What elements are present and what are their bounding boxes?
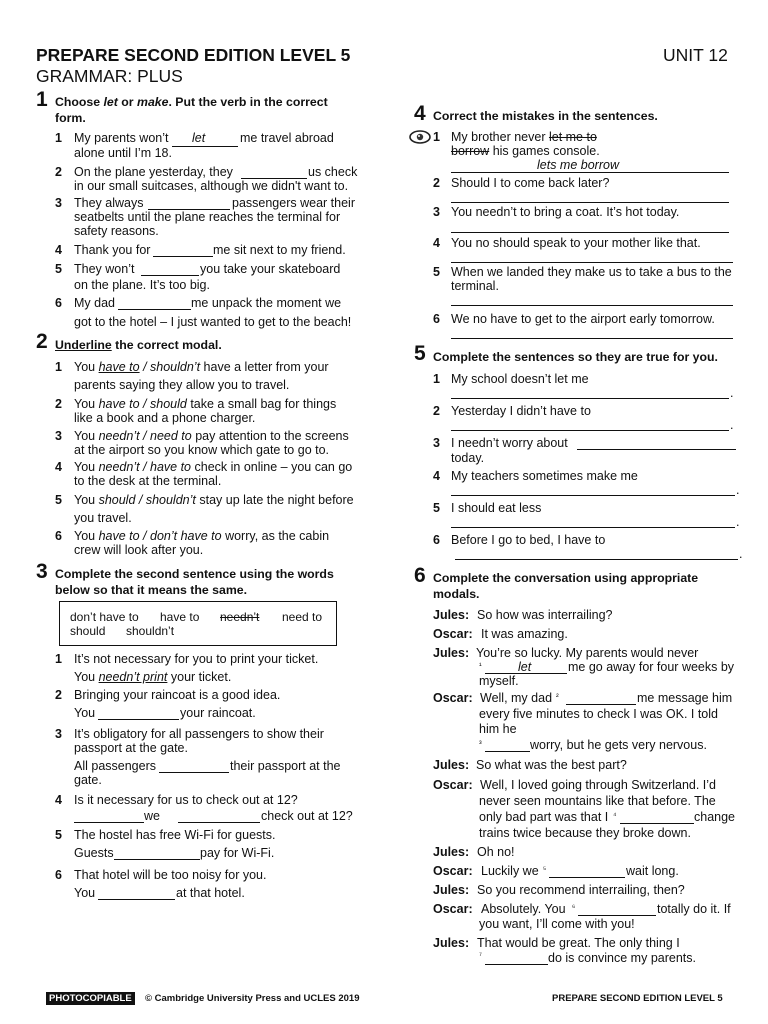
ex4-answer-line[interactable]	[451, 338, 733, 339]
ex3-item-text: your raincoat.	[180, 706, 256, 720]
ex1-item-number: 2	[55, 165, 62, 179]
ex1-item-text: passengers wear their	[232, 196, 355, 210]
ex5-item-number: 2	[433, 404, 440, 418]
ex5-item-text: Before I go to bed, I have to	[451, 533, 606, 547]
ex4-answer-line[interactable]	[451, 232, 729, 233]
speaker-label: Jules:	[433, 936, 470, 950]
ex1-item-number: 4	[55, 243, 62, 257]
ex4-item-text: When we landed they make us to take a bus to the	[451, 265, 732, 279]
ex2-item-number: 6	[55, 529, 62, 543]
ex3-item-text: You needn’t print your ticket.	[74, 670, 232, 684]
ex4-item-text: borrow his games console.	[451, 144, 600, 158]
ex2-item-text: You have to / shouldn’t have a letter from your	[74, 360, 329, 374]
dialogue-blank[interactable]	[485, 751, 530, 752]
ex5-item-number: 1	[433, 372, 440, 386]
ex4-answer-line[interactable]	[451, 262, 733, 263]
word-box-item: should	[70, 624, 106, 638]
ex4-item-text: You no should speak to your mother like that.	[451, 236, 701, 250]
blank-number: ³	[479, 739, 482, 748]
ex1-item-text: On the plane yesterday, they	[74, 165, 233, 179]
ex1-item-text: My parents won’t	[74, 131, 169, 145]
dialogue-text: Luckily we	[481, 864, 539, 878]
ex1-item-text: My dad	[74, 296, 115, 310]
ex1-blank[interactable]	[118, 309, 191, 310]
dialogue-blank[interactable]	[485, 964, 548, 965]
ex3-item-number: 6	[55, 868, 62, 882]
ex1-item-text: Thank you for	[74, 243, 151, 257]
speaker-label: Jules:	[433, 883, 470, 897]
ex5-answer-line[interactable]	[451, 430, 729, 431]
ex2-item-number: 3	[55, 429, 62, 443]
ex5-answer-line[interactable]	[451, 398, 729, 399]
ex3-item-text: It’s obligatory for all passengers to show their	[74, 727, 324, 741]
ex2-item-text: you travel.	[74, 511, 132, 525]
dialogue-text: So how was interrailing?	[477, 608, 613, 622]
ex3-item-text: at that hotel.	[176, 886, 245, 900]
example-eye-icon	[409, 130, 431, 144]
ex1-item-number: 3	[55, 196, 62, 210]
word-box-item: don’t have to	[70, 610, 139, 624]
page-title: PREPARE SECOND EDITION LEVEL 5	[36, 45, 351, 65]
ex4-answer-line[interactable]	[451, 305, 733, 306]
ex5-item-text: My school doesn’t let me	[451, 372, 589, 386]
ex5-period: .	[730, 418, 734, 432]
speaker-label: Oscar:	[433, 627, 473, 641]
speaker-label: Jules:	[433, 845, 470, 859]
dialogue-text: Well, I loved going through Switzerland. I’d	[480, 778, 717, 792]
dialogue-text: trains twice because they broke down.	[479, 826, 691, 840]
dialogue-text: worry, but he gets very nervous.	[530, 738, 707, 752]
dialogue-text: do is convince my parents.	[548, 951, 696, 965]
dialogue-text: change	[694, 810, 736, 824]
blank-number: ¹	[479, 661, 482, 670]
speaker-label: Jules:	[433, 646, 470, 660]
ex4-number: 4	[414, 102, 426, 125]
ex5-period: .	[730, 386, 734, 400]
word-box-item: needn’t	[220, 610, 260, 624]
ex2-item-text: at the airport so you know which gate to go to.	[74, 443, 330, 457]
ex1-item-text: me sit next to my friend.	[213, 243, 346, 257]
speaker-label: Oscar:	[433, 902, 473, 916]
ex5-item-text: My teachers sometimes make me	[451, 469, 638, 483]
ex4-answer-line[interactable]	[451, 202, 729, 203]
dialogue-text: It was amazing.	[481, 627, 568, 641]
dialogue-text: him he	[479, 722, 517, 736]
ex4-item-number: 3	[433, 205, 440, 219]
ex2-item-text: You needn’t / have to check in online – you can go	[74, 460, 353, 474]
ex5-instruction: Complete the sentences so they are true for you.	[433, 350, 718, 364]
speaker-label: Oscar:	[433, 778, 473, 792]
dialogue-text: So you recommend interrailing, then?	[477, 883, 685, 897]
ex1-item-text: in our small suitcases, although we didn't want to.	[74, 179, 349, 193]
ex5-item-number: 4	[433, 469, 440, 483]
dialogue-text: That would be great. The only thing I	[477, 936, 680, 950]
ex1-item-text: me travel abroad	[240, 131, 334, 145]
ex1-item-text: They always	[74, 196, 144, 210]
footer-title: PREPARE SECOND EDITION LEVEL 5	[552, 993, 723, 1004]
blank-number: ⁵	[543, 865, 547, 874]
ex5-item-text: today.	[451, 451, 485, 465]
ex5-answer-line[interactable]	[455, 559, 738, 560]
ex3-item-number: 5	[55, 828, 62, 842]
ex1-item-text: me unpack the moment we	[191, 296, 342, 310]
ex1-item-text: seatbelts until the plane reaches the terminal for	[74, 210, 341, 224]
blank-number: ⁴	[613, 811, 617, 820]
dialogue-text: So what was the best part?	[476, 758, 627, 772]
ex3-item-text: passport at the gate.	[74, 741, 188, 755]
dialogue-text: every five minutes to check I was OK. I told	[479, 707, 718, 721]
ex1-item-text: got to the hotel – I just wanted to get to the beach!	[74, 315, 352, 329]
ex5-period: .	[736, 483, 740, 497]
ex1-instruction: Choose let or make. Put the verb in the correct	[55, 95, 328, 109]
ex2-item-text: parents saying they allow you to travel.	[74, 378, 290, 392]
ex3-item-text: You	[74, 886, 96, 900]
dialogue-text: me message him	[637, 691, 733, 705]
ex4-item-text: My brother never let me to	[451, 130, 597, 144]
ex5-period: .	[736, 515, 740, 529]
ex5-item-number: 6	[433, 533, 440, 547]
word-box-item: need to	[282, 610, 323, 624]
dialogue-blank[interactable]	[578, 915, 656, 916]
dialogue-blank[interactable]	[549, 877, 625, 878]
blank-number: ²	[556, 692, 559, 701]
ex3-item-number: 3	[55, 727, 62, 741]
dialogue-text: you want, I’ll come with you!	[479, 917, 635, 931]
ex1-item-number: 1	[55, 131, 62, 145]
ex4-item-number: 4	[433, 236, 440, 250]
ex1-item-answer: let	[192, 131, 206, 145]
ex3-item-text: That hotel will be too noisy for you.	[74, 868, 267, 882]
ex4-item-text: You needn’t to bring a coat. It’s hot today.	[451, 205, 680, 219]
speaker-label: Oscar:	[433, 864, 473, 878]
ex4-instruction: Correct the mistakes in the sentences.	[433, 109, 658, 123]
ex5-number: 5	[414, 342, 426, 365]
ex2-item-text: You have to / should take a small bag for things	[74, 397, 337, 411]
ex3-item-text: The hostel has free Wi-Fi for guests.	[74, 828, 276, 842]
speaker-label: Oscar:	[433, 691, 473, 705]
ex3-item-text: we	[144, 809, 160, 823]
ex2-item-number: 2	[55, 397, 62, 411]
ex1-blank[interactable]	[141, 275, 199, 276]
ex4-item-text: We no have to get to the airport early tomorrow.	[451, 312, 715, 326]
ex5-item-number: 5	[433, 501, 440, 515]
dialogue-text: only bad part was that I	[479, 810, 609, 824]
unit-label: UNIT 12	[663, 45, 728, 65]
ex1-number: 1	[36, 88, 48, 111]
ex5-item-number: 3	[433, 436, 440, 450]
ex2-item-text: to the desk at the terminal.	[74, 474, 222, 488]
dialogue-text: totally do it. If	[657, 902, 731, 916]
ex1-item-number: 5	[55, 262, 62, 276]
photocopiable-badge: PHOTOCOPIABLE	[46, 992, 135, 1005]
dialogue-text: You’re so lucky. My parents would never	[476, 646, 699, 660]
ex6-number: 6	[414, 564, 426, 587]
ex1-item-text: us check	[308, 165, 358, 179]
ex3-blank[interactable]	[98, 899, 175, 900]
ex5-answer-line[interactable]	[451, 527, 735, 528]
dialogue-text: never seen mountains like that before. The	[479, 794, 716, 808]
ex2-number: 2	[36, 330, 48, 353]
dialogue-text: Well, my dad	[480, 691, 553, 705]
ex3-number: 3	[36, 560, 48, 583]
ex3-item-text: Is it necessary for us to check out at 12?	[74, 793, 298, 807]
ex4-item-answer: lets me borrow	[537, 158, 619, 172]
ex5-item-text: Yesterday I didn’t have to	[451, 404, 591, 418]
ex2-item-number: 1	[55, 360, 62, 374]
ex5-answer-line[interactable]	[451, 495, 735, 496]
ex3-instruction: Complete the second sentence using the words	[55, 567, 334, 581]
word-box-item: shouldn’t	[126, 624, 175, 638]
ex3-item-text: their passport at the	[230, 759, 341, 773]
ex3-item-text: pay for Wi-Fi.	[200, 846, 275, 860]
dialogue-text: wait long.	[626, 864, 679, 878]
dialogue-text: myself.	[479, 674, 519, 688]
dialogue-text: Oh no!	[477, 845, 515, 859]
ex3-blank[interactable]	[98, 719, 179, 720]
word-box-item: have to	[160, 610, 200, 624]
ex1-item-text: on the plane. It’s too big.	[74, 278, 210, 292]
ex2-item-number: 5	[55, 493, 62, 507]
ex3-item-number: 1	[55, 652, 62, 666]
copyright: © Cambridge University Press and UCLES 2019	[145, 993, 360, 1004]
ex3-blank[interactable]	[114, 859, 200, 860]
ex3-blank[interactable]	[74, 822, 144, 823]
ex3-item-number: 2	[55, 688, 62, 702]
ex4-item-number: 2	[433, 176, 440, 190]
ex2-item-text: You should / shouldn’t stay up late the night before	[74, 493, 354, 507]
ex1-item-text: alone until I’m 18.	[74, 146, 172, 160]
ex2-item-text: You needn’t / need to pay attention to the screens	[74, 429, 349, 443]
ex3-item-text: All passengers	[74, 759, 156, 773]
ex4-item-number: 6	[433, 312, 440, 326]
ex5-answer-line[interactable]	[577, 449, 736, 450]
ex3-item-text: check out at 12?	[261, 809, 353, 823]
ex3-instruction-2: below so that it means the same.	[55, 583, 248, 597]
ex1-item-text: They won’t	[74, 262, 135, 276]
dialogue-text: Absolutely. You	[481, 902, 566, 916]
ex1-instruction-2: form.	[55, 111, 86, 125]
ex3-item-number: 4	[55, 793, 62, 807]
dialogue-blank[interactable]	[566, 704, 636, 705]
ex2-item-text: You have to / don’t have to worry, as the cabin	[74, 529, 330, 543]
ex3-blank[interactable]	[178, 822, 260, 823]
ex2-item-text: like a book and a phone charger.	[74, 411, 256, 425]
blank-number: ⁷	[479, 951, 482, 960]
ex3-item-text: Bringing your raincoat is a good idea.	[74, 688, 281, 702]
ex6-instruction-2: modals.	[433, 587, 480, 601]
ex4-item-text: terminal.	[451, 279, 499, 293]
ex1-item-text: safety reasons.	[74, 224, 159, 238]
ex3-item-text: It’s not necessary for you to print your ticket.	[74, 652, 319, 666]
dialogue-text: me go away for four weeks by	[568, 660, 735, 674]
dialogue-blank[interactable]	[620, 823, 694, 824]
speaker-label: Jules:	[433, 758, 470, 772]
ex2-instruction: Underline the correct modal.	[55, 338, 222, 352]
ex3-item-text: Guests	[74, 846, 114, 860]
dialogue-answer: let	[518, 660, 532, 674]
ex5-period: .	[739, 547, 743, 561]
ex1-blank[interactable]	[153, 256, 213, 257]
ex1-item-number: 6	[55, 296, 62, 310]
ex4-item-text: Should I to come back later?	[451, 176, 610, 190]
ex3-item-text: gate.	[74, 773, 102, 787]
ex2-item-number: 4	[55, 460, 62, 474]
speaker-label: Jules:	[433, 608, 470, 622]
ex4-item-number: 1	[433, 130, 440, 144]
ex1-item-text: you take your skateboard	[200, 262, 341, 276]
page-subtitle: GRAMMAR: PLUS	[36, 66, 183, 86]
ex6-instruction: Complete the conversation using appropriate	[433, 571, 699, 585]
ex5-item-text: I should eat less	[451, 501, 542, 515]
ex3-item-text: You	[74, 706, 96, 720]
ex5-item-text: I needn’t worry about	[451, 436, 568, 450]
blank-number: ⁶	[572, 903, 576, 912]
ex3-blank[interactable]	[159, 772, 229, 773]
ex2-item-text: crew will look after you.	[74, 543, 204, 557]
ex4-item-number: 5	[433, 265, 440, 279]
